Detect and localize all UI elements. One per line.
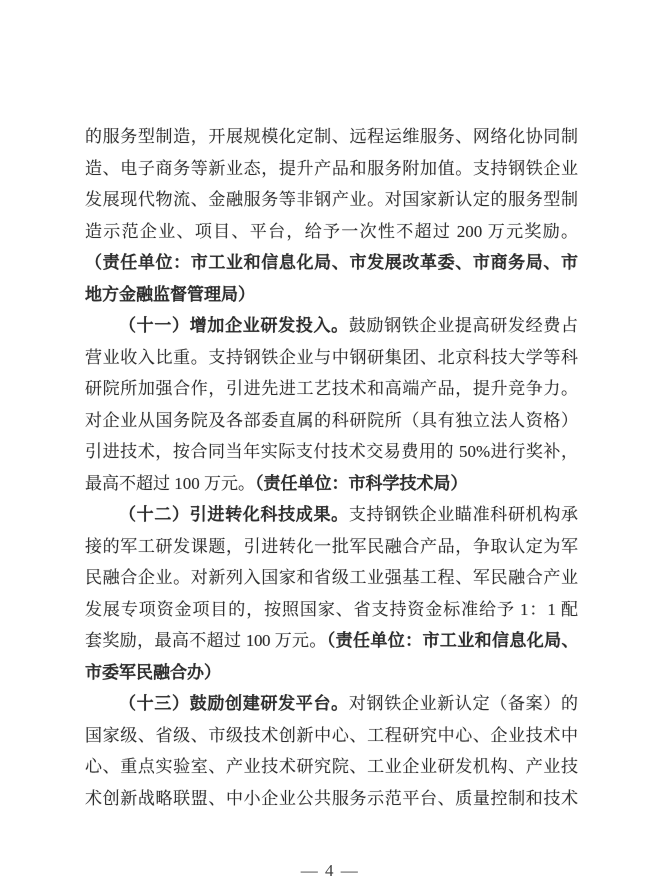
text-segment: 营业收入比重。支持钢铁企业与中钢研集团、北京科技大学等科: [85, 347, 578, 367]
document-body: [85, 121, 578, 814]
text-segment: 对企业从国务院及各部委直属的科研院所（具有独立法人资格）: [85, 410, 578, 430]
text-line: [85, 216, 578, 248]
text-line: [85, 184, 578, 216]
text-line: [85, 310, 578, 342]
text-segment: 最高不超过 100 万元。: [85, 473, 255, 493]
text-line: [85, 531, 578, 563]
text-line: [85, 783, 578, 815]
text-segment: 心、重点实验室、产业技术研究院、工业企业研发机构、产业技: [85, 757, 578, 776]
responsibility-unit-segment: 市委军民融合办）: [85, 662, 221, 682]
text-line: [85, 625, 578, 657]
text-line: [85, 751, 578, 783]
text-segment: 支持钢铁企业瞄准科研机构承: [348, 505, 578, 524]
text-segment: 国家级、省级、市级技术创新中心、工程研究中心、企业技术中: [85, 725, 578, 745]
text-segment: 接的军工研发课题，引进转化一批军民融合产品，争取认定为军: [85, 536, 578, 556]
responsibility-unit-segment: （责任单位：市科学技术局）: [255, 473, 468, 493]
clause-heading-segment: （十二）引进转化科技成果。: [119, 505, 349, 524]
text-segment: 套奖励，最高不超过 100 万元。: [85, 631, 327, 650]
text-line: [85, 436, 578, 468]
text-segment: 造示范企业、项目、平台，给予一次性不超过 200 万元奖励。: [85, 221, 578, 241]
text-line: [85, 562, 578, 594]
text-segment: 研院所加强合作，引进先进工艺技术和高端产品，提升竞争力。: [85, 379, 578, 398]
responsibility-unit-segment: 地方金融监督管理局）: [85, 284, 255, 304]
text-segment: 对钢铁企业新认定（备案）的: [348, 694, 578, 713]
text-line: [85, 688, 578, 720]
text-line: [85, 342, 578, 374]
text-line: [85, 720, 578, 752]
text-segment: 术创新战略联盟、中小企业公共服务示范平台、质量控制和技术: [85, 788, 578, 808]
text-segment: 发展专项资金项目的，按照国家、省支持资金标准给予 1：1 配: [85, 599, 578, 619]
text-line: [85, 594, 578, 626]
text-line: [85, 279, 578, 311]
text-segment: 引进技术，按合同当年实际支付技术交易费用的 50%进行奖补，: [85, 442, 578, 461]
responsibility-unit-segment: （责任单位：市工业和信息化局、: [326, 631, 578, 650]
clause-heading-segment: （十一）增加企业研发投入。: [119, 316, 349, 335]
text-line: [85, 499, 578, 531]
page-number: — 4 —: [300, 861, 360, 880]
text-line: [85, 373, 578, 405]
text-line: [85, 468, 578, 500]
text-segment: 的服务型制造，开展规模化定制、远程运维服务、网络化协同制: [85, 127, 578, 146]
responsibility-unit-segment: （责任单位：市工业和信息化局、市发展改革委、市商务局、市: [85, 253, 578, 272]
clause-heading-segment: （十三）鼓励创建研发平台。: [119, 694, 349, 713]
text-segment: 造、电子商务等新业态，提升产品和服务附加值。支持钢铁企业: [85, 158, 578, 178]
text-line: [85, 153, 578, 185]
text-line: [85, 657, 578, 689]
text-line: [85, 121, 578, 153]
text-segment: 民融合企业。对新列入国家和省级工业强基工程、军民融合产业: [85, 568, 578, 587]
text-line: [85, 405, 578, 437]
text-segment: 鼓励钢铁企业提高研发经费占: [348, 316, 578, 335]
text-segment: 发展现代物流、金融服务等非钢产业。对国家新认定的服务型制: [85, 190, 578, 209]
text-line: [85, 247, 578, 279]
